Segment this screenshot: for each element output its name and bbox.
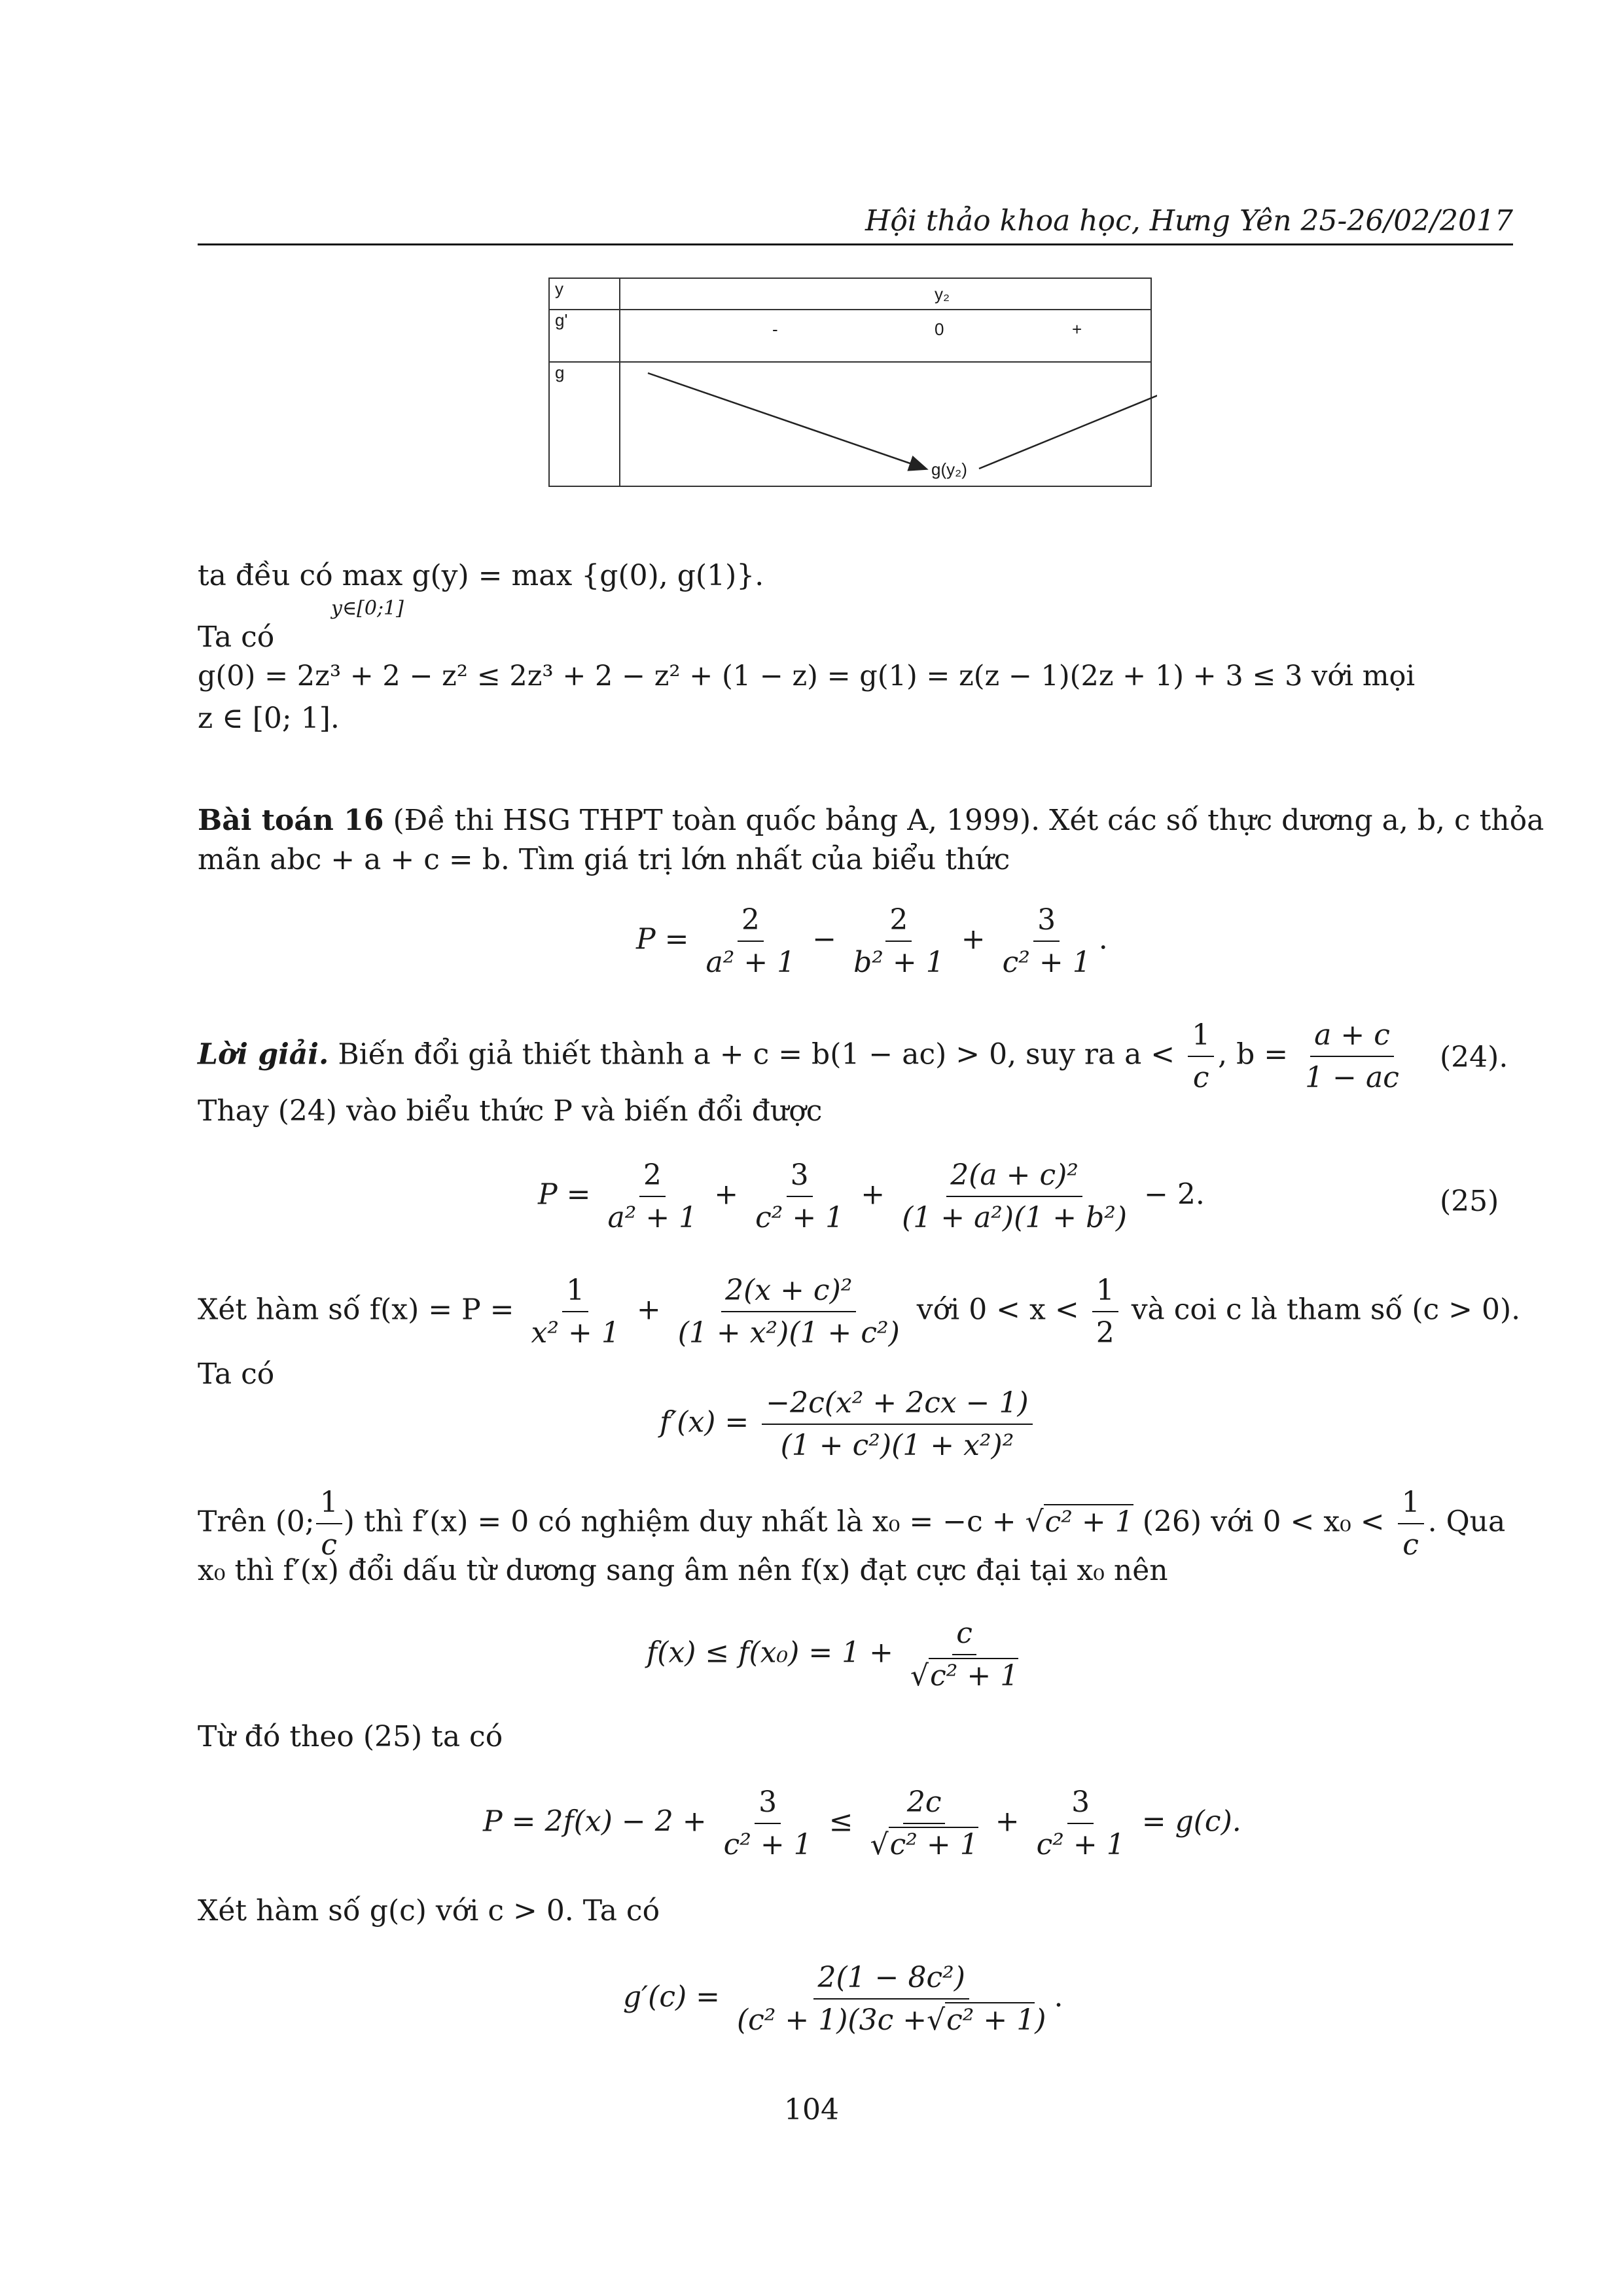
problem-source: (Đề thi HSG THPT toàn quốc bảng A, 1999). xyxy=(393,804,1041,837)
row-y-label: y xyxy=(549,278,620,310)
fraction: $\frac{3}{\text{c² + 1}}$ xyxy=(1002,903,1091,979)
P-lhs: P = xyxy=(636,922,689,956)
solution-line-2: Thay (24) vào biểu thức P và biến đổi được xyxy=(198,1094,823,1128)
solution-line-1: Lời giải. Biến đổi giả thiết thành a + c = b(1 − ac) > 0, suy ra a < $\frac{1}{c}$ , b = $\frac{a + c}{1 - ac}$ xyxy=(198,1018,1399,1094)
equation-25: P = $\frac{2}{\text{a² + 1}}$ + $\frac{3}{\text{c² + 1}}$ + $\frac{\text{2(a + c)²}}{\text{(1 + a²)(1 + b²)}}$ − 2. xyxy=(538,1158,1205,1234)
variation-table xyxy=(548,278,1152,487)
equation-gprime: g′(c) = $\frac{\text{2(1 − 8c²)}}{\text{(c² + 1)(3c +√c² + 1)}}$ . xyxy=(623,1961,1063,2037)
text-line-max: ta đều có max g(y) = max {g(0), g(1)}. xyxy=(198,559,764,592)
solution-line-7: Từ đó theo (25) ta có xyxy=(198,1720,503,1753)
problem-heading xyxy=(198,806,1544,835)
running-header: Hội thảo khoa học, Hưng Yên 25-26/02/2017 xyxy=(865,204,1513,238)
minus-sign: - xyxy=(772,319,778,339)
solution-line-8: Xét hàm số g(c) với c > 0. Ta có xyxy=(198,1894,660,1928)
solution-line-3: Xét hàm số f(x) = P = $\frac{1}{\text{x² + 1}}$ + $\frac{\text{2(x + c)²}}{\text{(1 + x²)(1 + c²)}}$ với 0 < x < $\frac{1}{2}$ và coi c là tham số (c > 0). xyxy=(198,1274,1521,1350)
solution-line-4: Ta có xyxy=(198,1357,275,1391)
solution-line-5: Trên (0; $\frac{1}{c}$ ) thì f′(x) = 0 có nghiệm duy nhất là x₀ = −c + √c² + 1 (26) với 0 < x₀ < $\frac{1}{c}$ . Qua xyxy=(198,1486,1506,1562)
header-rule xyxy=(198,243,1513,245)
row-g-values xyxy=(620,362,1151,486)
plus-sign: + xyxy=(1072,319,1082,339)
row-y-values xyxy=(620,278,1151,310)
equation-fprime: f′(x) = $\frac{\text{−2c(x² + 2cx − 1)}}{\text{(1 + c²)(1 + x²)²}}$ xyxy=(660,1386,1037,1462)
equation-number-24: (24). xyxy=(1440,1041,1508,1074)
zero-label: 0 xyxy=(935,319,944,339)
max-subscript: y∈[0;1] xyxy=(331,597,404,620)
equation-P: P = $\frac{2}{\text{a² + 1}}$ − $\frac{2}{\text{b² + 1}}$ + $\frac{3}{\text{c² + 1}}$ . xyxy=(636,903,1108,979)
problem-text-2: mãn abc + a + c = b. Tìm giá trị lớn nhất của biểu thức xyxy=(198,843,1010,876)
text-line: Ta có xyxy=(198,620,275,654)
text-line: z ∈ [0; 1]. xyxy=(198,702,340,735)
min-value-label: g(y₂) xyxy=(931,459,967,479)
equation-fx0: f(x) ≤ f(x₀) = 1 + $\frac{c}{\text{√c² + 1}}$ xyxy=(647,1617,1019,1693)
solution-label: Lời giải. xyxy=(198,1037,329,1071)
text-line: g(0) = 2z³ + 2 − z² ≤ 2z³ + 2 − z² + (1 − z) = g(1) = z(z − 1)(2z + 1) + 3 ≤ 3 với mọi xyxy=(198,660,1416,692)
fraction: $\frac{2}{\text{b² + 1}}$ xyxy=(853,903,944,979)
y2-label: y₂ xyxy=(935,284,950,304)
equation-number-25: (25) xyxy=(1440,1185,1499,1218)
row-gprime-values xyxy=(620,310,1151,362)
page-number: 104 xyxy=(784,2093,839,2126)
row-gprime-label: g' xyxy=(549,310,620,362)
solution-line-6: x₀ thì f′(x) đổi dấu từ dương sang âm nên f(x) đạt cực đại tại x₀ nên xyxy=(198,1554,1168,1587)
problem-title: Bài toán 16 xyxy=(198,804,384,837)
variation-arrows xyxy=(620,363,1157,484)
row-g-label: g xyxy=(549,362,620,486)
problem-text: Xét các số thực dương a, b, c thỏa xyxy=(1049,804,1544,837)
decreasing-arrow xyxy=(648,373,925,469)
equation-P-gc: P = 2f(x) − 2 + $\frac{3}{\text{c² + 1}}$ ≤ $\frac{2c}{\text{√c² + 1}}$ + $\frac{3}{\text{c² + 1}}$ = g(c). xyxy=(483,1785,1241,1861)
fraction: $\frac{2}{\text{a² + 1}}$ xyxy=(705,903,796,979)
increasing-arrow xyxy=(979,382,1157,469)
